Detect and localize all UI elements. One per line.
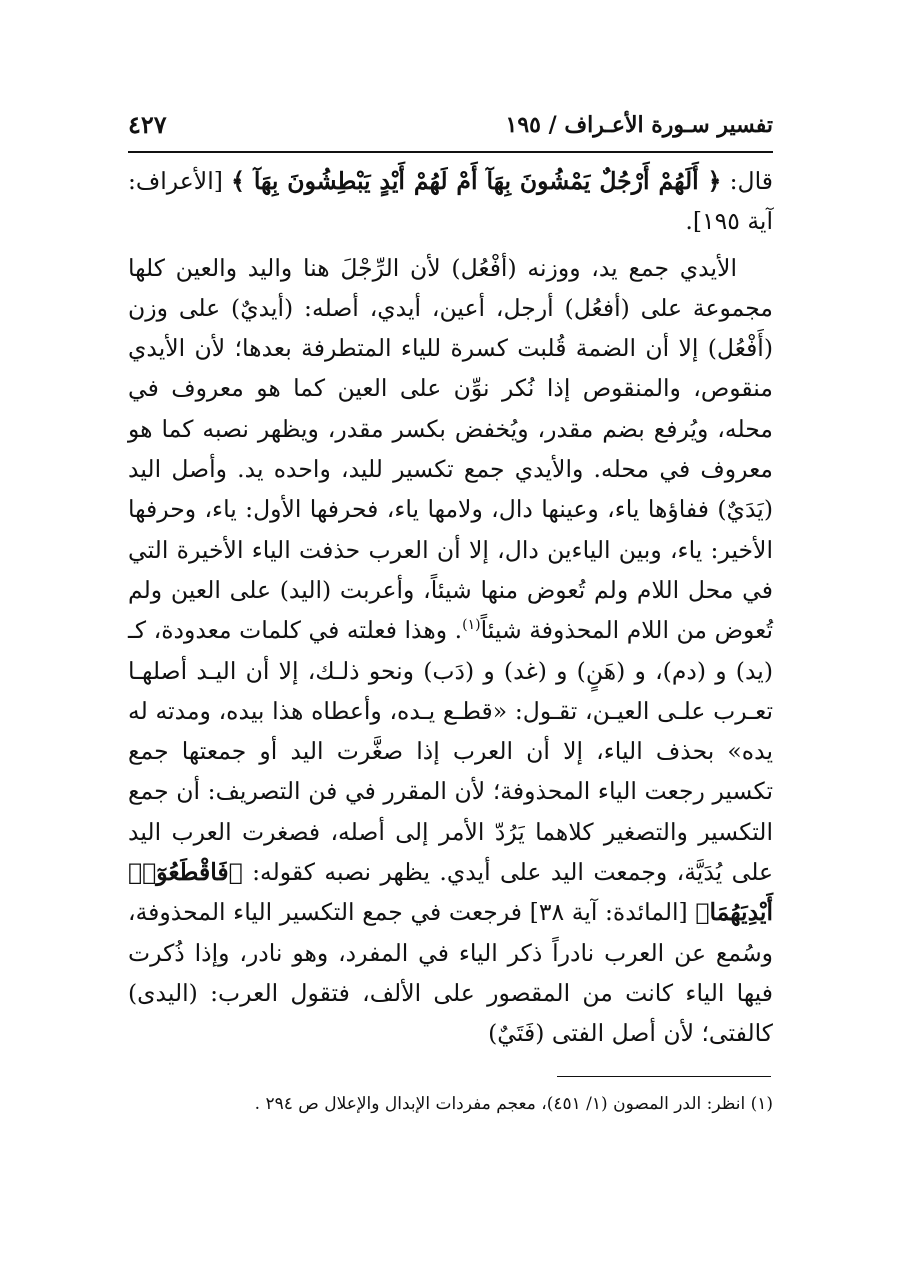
quran-quote: ﴿فَاقْطَعُوٓا۟ أَيْدِيَهُمَا﴾ bbox=[128, 858, 773, 927]
explanation-text-3: [المائدة: آية ٣٨] فرجعت في جمع التكسير الياء المحذوفة، وسُمع عن العرب نادراً ذكر الياء في المفرد، وهو نادر، وإذا ذُكرت فيها الياء كانت من المقصور على الألف، فتقول العرب: (اليدى) كالفتى؛ لأن أصل الفتى (فَتَيٌ) bbox=[128, 898, 773, 1048]
footnote-rule bbox=[557, 1076, 771, 1077]
page-number: ٤٢٧ bbox=[128, 110, 167, 139]
verse-reference: [الأعراف: آية ١٩٥]. bbox=[128, 167, 773, 236]
book-page bbox=[128, 105, 773, 1119]
explanation-text-1: الأيدي جمع يد، ووزنه (أفْعُل) لأن الرِّجْلَ هنا واليد والعين كلها مجموعة على (أفعُل) أرجل، أعين، أيدي، أصله: (أيديٌ) على وزن (أَفْعُل) إلا أن الضمة قُلبت كسرة للياء المتطرفة بعدها؛ لأن الأيدي منقوص، والمنقوص إذا نُكر نوِّن على العين كما هو معروف في محله، ويُرفع بضم مقدر، ويُخفض بكسر مقدر، ويظهر نصبه كما هو معروف في محله. والأيدي جمع تكسير لليد، واحده يد. وأصل اليد (يَدَيٌ) ففاؤها ياء، وعينها دال، ولامها ياء، فحرفها الأول: ياء، وحرفها الأخير: ياء، وبين الياءين دال، إلا أن العرب حذفت الياء الأخيرة التي في محل اللام ولم تُعوض منها شيئاً، وأعربت (اليد) على العين ولم تُعوض من اللام المحذوفة شيئاً bbox=[128, 253, 774, 645]
quran-verse: ﴿ أَلَهُمْ أَرْجُلٌ يَمْشُونَ بِهَآ أَمْ لَهُمْ أَيْدٍ يَبْطِشُونَ بِهَآ ﴾ bbox=[231, 167, 722, 195]
explanation-text-2: . وهذا فعلته في كلمات معدودة، كـ (يد) و (دم)، و (هَنٍ) و (غد) و (دَب) ونحو ذلـك، إلا أن اليـد أصلهـا تعـرب علـى العيـن، تقـول: «قطـع يـده، وأعطاه هذا بيده، ومدته له يده» بحذف الياء، إلا أن العرب إذا صغَّرت اليد أو جمعتها جمع تكسير رجعت الياء المحذوفة؛ لأن المقرر في فن التصريف: أن جمع التكسير والتصغير كلاهما يَرُدّ الأمر إلى أصله، فصغرت العرب اليد على يُدَيَّة، وجمعت اليد على أيدي. يظهر نصبه كقوله: bbox=[128, 616, 773, 887]
footnote-reference[interactable]: (١) bbox=[462, 617, 481, 634]
paragraph-explanation bbox=[128, 248, 773, 1054]
paragraph-verse bbox=[128, 161, 773, 242]
verse-intro: قال: bbox=[721, 167, 773, 195]
running-head-title: تفسير سـورة الأعـراف / ١٩٥ bbox=[505, 112, 773, 138]
header-rule bbox=[128, 151, 773, 153]
body-text bbox=[128, 161, 773, 1054]
footnote: (١) انظر: الدر المصون (١/ ٤٥١)، معجم مفردات الإبدال والإعلال ص ٢٩٤ . bbox=[254, 1093, 773, 1114]
running-head bbox=[128, 105, 773, 145]
